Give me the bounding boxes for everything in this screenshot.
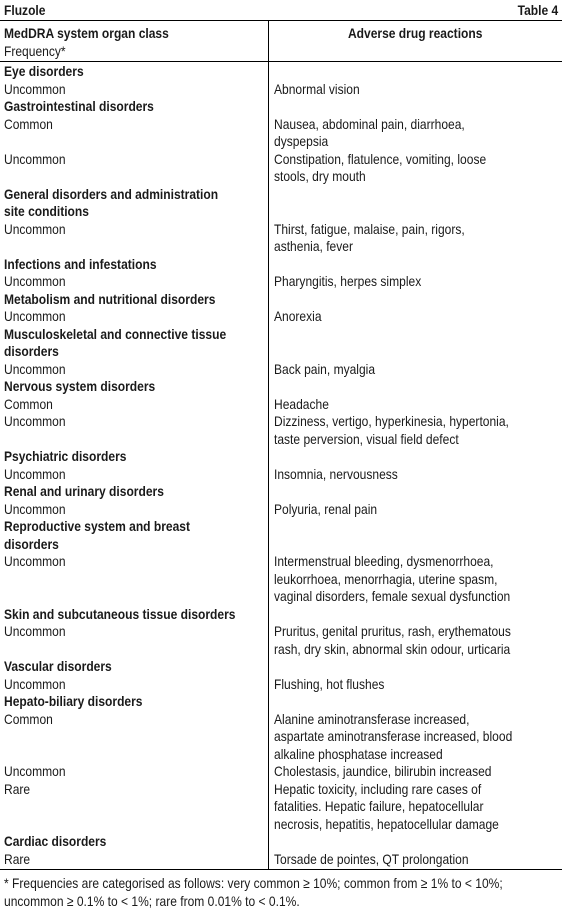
adverse-reaction-text: Flushing, hot flushes (274, 675, 385, 692)
adverse-reaction-text: fatalities. Hepatic failure, hepatocellular (274, 798, 484, 814)
adverse-reaction-text: Nausea, abdominal pain, diarrhoea, (274, 115, 465, 132)
frequency-label: Rare (4, 780, 31, 797)
adverse-reaction-text: Thirst, fatigue, malaise, pain, rigors, (274, 220, 465, 237)
frequency-label: Uncommon (4, 465, 66, 482)
system-organ-class: Psychiatric disorders (4, 448, 127, 464)
adverse-reaction-text: rash, dry skin, abnormal skin odour, urticaria (274, 640, 511, 657)
frequency-label: Uncommon (4, 360, 66, 377)
frequency-label: Uncommon (4, 623, 66, 639)
adverse-reaction-text: asthenia, fever (274, 238, 353, 254)
adverse-reaction-text: Torsade de pointes, QT prolongation (274, 850, 469, 867)
system-organ-class: disorders (4, 343, 59, 359)
system-organ-class: disorders (4, 535, 59, 552)
frequency-label: Uncommon (4, 763, 66, 779)
adverse-reaction-text: Pharyngitis, herpes simplex (274, 273, 422, 289)
system-organ-class: General disorders and administration (4, 185, 219, 202)
footnote: * Frequencies are categorised as follows: very common ≥ 10%; common from ≥ 1% to < 10%; uncommon ≥ 0.1% to < 1%; rare from 0.01% to < 0.1%. (4, 875, 503, 909)
adverse-reaction-text: Abnormal vision (274, 80, 360, 97)
adverse-reaction-text: aspartate aminotransferase increased, blood (274, 728, 513, 744)
frequency-label: Common (4, 115, 53, 132)
adverse-reaction-text: necrosis, hepatitis, hepatocellular damage (274, 815, 499, 832)
system-organ-class: Reproductive system and breast (4, 518, 191, 534)
adverse-reaction-text: dyspepsia (274, 133, 329, 149)
adverse-reaction-text: Intermenstrual bleeding, dysmenorrhoea, (274, 553, 494, 569)
frequency-label: Uncommon (4, 308, 66, 324)
frequency-label: Rare (4, 850, 31, 867)
system-organ-class: Musculoskeletal and connective tissue (4, 325, 227, 342)
table-bottom-rule (0, 869, 562, 870)
system-organ-class: Infections and infestations (4, 255, 157, 272)
table-title-bar (0, 0, 562, 21)
system-organ-class: Hepato-biliary disorders (4, 693, 143, 709)
drug-name: Fluzole (4, 2, 46, 18)
adverse-reaction-text: Pruritus, genital pruritus, rash, erythematous (274, 623, 511, 639)
system-organ-class: Eye disorders (4, 63, 84, 79)
adverse-reaction-text: Back pain, myalgia (274, 360, 376, 377)
system-organ-class: Skin and subcutaneous tissue disorders (4, 605, 236, 622)
system-organ-class: Renal and urinary disorders (4, 483, 164, 499)
adverse-reaction-text: Hepatic toxicity, including rare cases of (274, 780, 482, 797)
frequency-label: Uncommon (4, 675, 66, 692)
column-header-soc: MedDRA system organ class (4, 25, 169, 41)
table-number: Table 4 (517, 2, 558, 18)
frequency-label: Common (4, 710, 53, 727)
system-organ-class: Gastrointestinal disorders (4, 98, 154, 114)
system-organ-class: Metabolism and nutritional disorders (4, 290, 216, 307)
adverse-reaction-text: alkaline phosphatase increased (274, 745, 443, 762)
adverse-reaction-text: vaginal disorders, female sexual dysfunction (274, 588, 511, 604)
adverse-reaction-text: Constipation, flatulence, vomiting, loose (274, 150, 487, 167)
adverse-reaction-text: Headache (274, 395, 329, 412)
adverse-reaction-text: leukorrhoea, menorrhagia, uterine spasm, (274, 570, 498, 587)
adverse-reaction-text: Anorexia (274, 308, 322, 324)
adverse-reaction-text: Dizziness, vertigo, hyperkinesia, hypertonia, (274, 413, 509, 429)
adverse-reaction-text: stools, dry mouth (274, 168, 366, 184)
adverse-reaction-text: taste perversion, visual field defect (274, 430, 459, 447)
column-divider (268, 21, 269, 869)
system-organ-class: site conditions (4, 203, 89, 219)
adverse-reaction-text: Insomnia, nervousness (274, 465, 398, 482)
adverse-reaction-text: Alanine aminotransferase increased, (274, 710, 470, 727)
adverse-reaction-text: Cholestasis, jaundice, bilirubin increased (274, 763, 492, 779)
system-organ-class: Nervous system disorders (4, 378, 156, 394)
frequency-label: Uncommon (4, 553, 66, 569)
system-organ-class: Cardiac disorders (4, 833, 107, 849)
frequency-label: Uncommon (4, 80, 66, 97)
frequency-label: Uncommon (4, 273, 66, 289)
column-header-reactions: Adverse drug reactions (348, 25, 483, 41)
frequency-label: Uncommon (4, 220, 66, 237)
frequency-label: Uncommon (4, 150, 66, 167)
frequency-label: Common (4, 395, 53, 412)
column-header-frequency: Frequency* (4, 43, 66, 59)
frequency-label: Uncommon (4, 500, 66, 517)
frequency-label: Uncommon (4, 413, 66, 429)
adverse-reaction-text: Polyuria, renal pain (274, 500, 378, 517)
table-header (0, 21, 562, 62)
system-organ-class: Vascular disorders (4, 658, 112, 674)
